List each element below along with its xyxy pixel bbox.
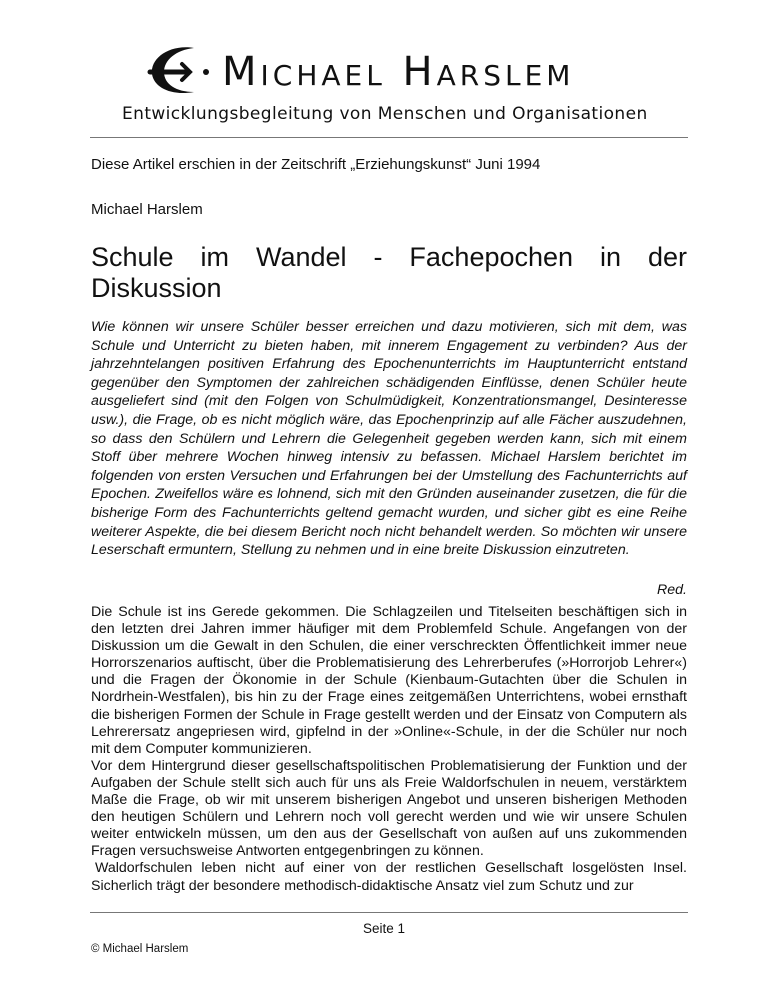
publication-note: Diese Artikel erschien in der Zeitschrift „Erziehungskunst“ Juni 1994 xyxy=(91,156,541,173)
letterhead-logo xyxy=(122,42,662,132)
copyright-notice: © Michael Harslem xyxy=(91,943,189,955)
body-paragraph: Die Schule ist ins Gerede gekommen. Die Schlagzeilen und Titelseiten beschäftigen sich in den letzten drei Jahren immer häufiger mit dem Problemfeld Schule. Angefangen von der Diskussion um die Gewalt in den Schulen, die einer verschreckten Öffentlichkeit immer neue Horrorszenarios auftischt, über die Problematisierung des Lehrerberufes (»Horrorjob Lehrer«) und die Fragen der Ökonomie in der Schule (Kienbaum-Gutachten über die Schulen in Nordrhein-Westfalen), bis hin zu der Frage eines zeitgemäßen Unterrichtens, wobei ernsthaft die bisherigen Formen der Schule in Frage gestellt werden und der Einsatz von Computern als Lehrerersatz angepriesen wird, gipfelnd in der »Online«-Schule, in der die Schüler nur noch mit dem Computer kommunizieren. xyxy=(91,604,687,757)
page-number: Seite 1 xyxy=(362,921,406,936)
body-paragraph: Waldorfschulen leben nicht auf einer von der restlichen Gesellschaft losgelösten Insel. Sicherlich trägt der besondere methodisch-didaktische Ansatz viel zum Schutz und zur xyxy=(91,860,687,894)
author-name: Michael Harslem xyxy=(91,201,203,218)
logo-name: Michael Harslem xyxy=(222,49,575,95)
footer-divider xyxy=(90,912,688,913)
lead-paragraph: Wie können wir unsere Schüler besser erreichen und dazu motivieren, sich mit dem, was Schule und Unterricht zu bieten haben, mit innerem Engagement zu verbinden? Aus der jahrzehntelangen positiven Erfahrung des Epochenunterrichts im Hauptunterricht entstand gegenüber den Symptomen der zahlreichen schädigenden Einflüsse, denen Schüler heute ausgeliefert sind (mit den Folgen von Schulmüdigkeit, Konzentrationsmangel, Desinteresse usw.), die Frage, ob es nicht möglich wäre, das Epochenprinzip auf alle Fächer auszudehnen, so dass den Schülern und Lehrern die Gelegenheit gegeben werden kann, sich mit einem Stoff über mehrere Wochen hinweg intensiv zu befassen. Michael Harslem berichtet im folgenden von ersten Versuchen und Erfahrungen bei der Umstellung des Fachunterrichts auf Epochen. Zweifellos wäre es lohnend, sich mit den Gründen auseinander zusetzen, die für die bisherige Form des Fachunterrichts geltend gemacht wurden, und sicher gibt es eine Reihe weiterer Aspekte, die bei diesem Bericht noch nicht behandelt werden. So möchten wir unsere Leserschaft ermuntern, Stellung zu nehmen und in eine breite Diskussion einzutreten. xyxy=(91,319,687,559)
article-title: Schule im Wandel - Fachepochen in der Diskussion xyxy=(91,242,687,303)
crescent-moon-logo-icon xyxy=(142,42,222,102)
body-paragraph: Vor dem Hintergrund dieser gesellschaftspolitischen Problematisierung der Funktion und der Aufgaben der Schule stellt sich auch für uns als Freie Waldorfschulen in neuem, verstärktem Maße die Frage, ob wir mit unserem bisherigen Angebot und unseren bisherigen Methoden den heutigen Schülern und Lehrern noch voll gerecht werden und wie wir unsere Schulen weiter entwickeln müssen, um den aus der Gesellschaft von außen auf uns zukommenden Fragen versuchsweise Antworten entgegenbringen zu können. xyxy=(91,757,687,860)
article-body xyxy=(91,604,687,895)
logo-subtitle: Entwicklungsbegleitung von Menschen und Organisationen xyxy=(122,104,648,124)
header-divider xyxy=(90,137,688,138)
editor-signature: Red. xyxy=(657,582,687,598)
